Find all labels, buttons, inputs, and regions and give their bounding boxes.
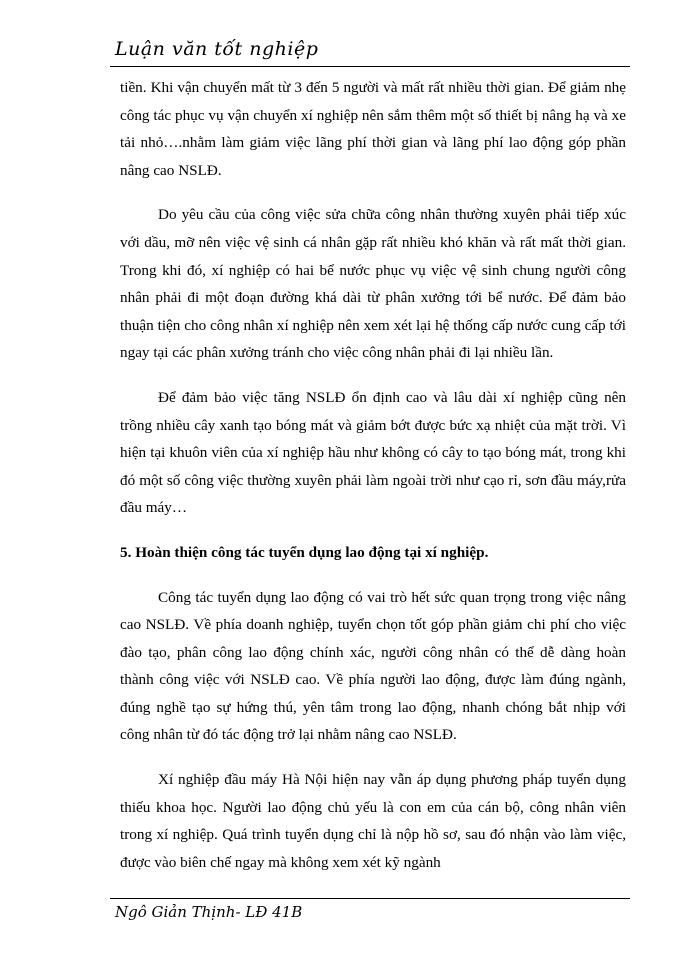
section-heading: 5. Hoàn thiện công tác tuyển dụng lao động tại xí nghiệp. bbox=[120, 543, 489, 561]
footer-author: Ngô Giản Thịnh- LĐ 41B bbox=[115, 903, 303, 921]
page-header-title: Luận văn tốt nghiệp bbox=[115, 38, 319, 60]
document-body bbox=[120, 74, 626, 876]
paragraph-recruitment-role: Công tác tuyển dụng lao động có vai trò hết sức quan trọng trong việc nâng cao NSLĐ. Về phía doanh nghiệp, tuyển chọn tốt góp phần giảm chi phí cho việc đào tạo, phân công lao động chính xác, người công nhân có thể dễ dàng hoàn thành công việc với NSLĐ cao. Về phía người lao động, được làm đúng ngành, đúng nghề tạo sự hứng thú, yên tâm trong lao động, nhanh chóng bắt nhịp với công nhân từ đó tác động trở lại nhằm nâng cao NSLĐ. bbox=[120, 588, 626, 744]
paragraph-hygiene: Do yêu cầu của công việc sửa chữa công nhân thường xuyên phải tiếp xúc với dầu, mỡ nên việc vệ sinh cá nhân gặp rất nhiều khó khăn và rất mất thời gian. Trong khi đó, xí nghiệp có hai bể nước phục vụ việc vệ sinh chung người công nhân phải đi một đoạn đường khá dài từ phân xưởng tới bể nước. Để đảm bảo thuận tiện cho công nhân xí nghiệp nên xem xét lại hệ thống cấp nước cung cấp tới ngay tại các phân xưởng tránh cho việc công nhân phải đi lại nhiều lần. bbox=[120, 206, 626, 362]
paragraph-greenery: Để đảm bảo việc tăng NSLĐ ổn định cao và lâu dài xí nghiệp cũng nên trồng nhiều cây xanh tạo bóng mát và giảm bớt được bức xạ nhiệt của mặt trời. Vì hiện tại khuôn viên của xí nghiệp hầu như không có cây to tạo bóng mát, trong khi đó một số công việc thường xuyên phải làm ngoài trời như cạo rỉ, sơn đầu máy,rửa đầu máy… bbox=[120, 388, 626, 517]
paragraph-recruitment-method: Xí nghiệp đầu máy Hà Nội hiện nay vẫn áp dụng phương pháp tuyển dụng thiếu khoa học. Người lao động chủ yếu là con em của cán bộ, công nhân viên trong xí nghiệp. Quá trình tuyển dụng chỉ là nộp hồ sơ, sau đó nhận vào làm việc, được vào biên chế ngay mà không xem xét kỹ ngành bbox=[120, 771, 626, 871]
header-rule bbox=[110, 66, 630, 67]
paragraph-continuation: tiền. Khi vận chuyển mất từ 3 đến 5 người và mất rất nhiều thời gian. Để giảm nhẹ công tác phục vụ vận chuyển xí nghiệp nên sắm thêm một số thiết bị nâng hạ và xe tải nhỏ….nhằm làm giảm việc lãng phí thời gian và lãng phí lao động góp phần nâng cao NSLĐ. bbox=[120, 79, 626, 179]
footer-rule bbox=[110, 898, 630, 899]
